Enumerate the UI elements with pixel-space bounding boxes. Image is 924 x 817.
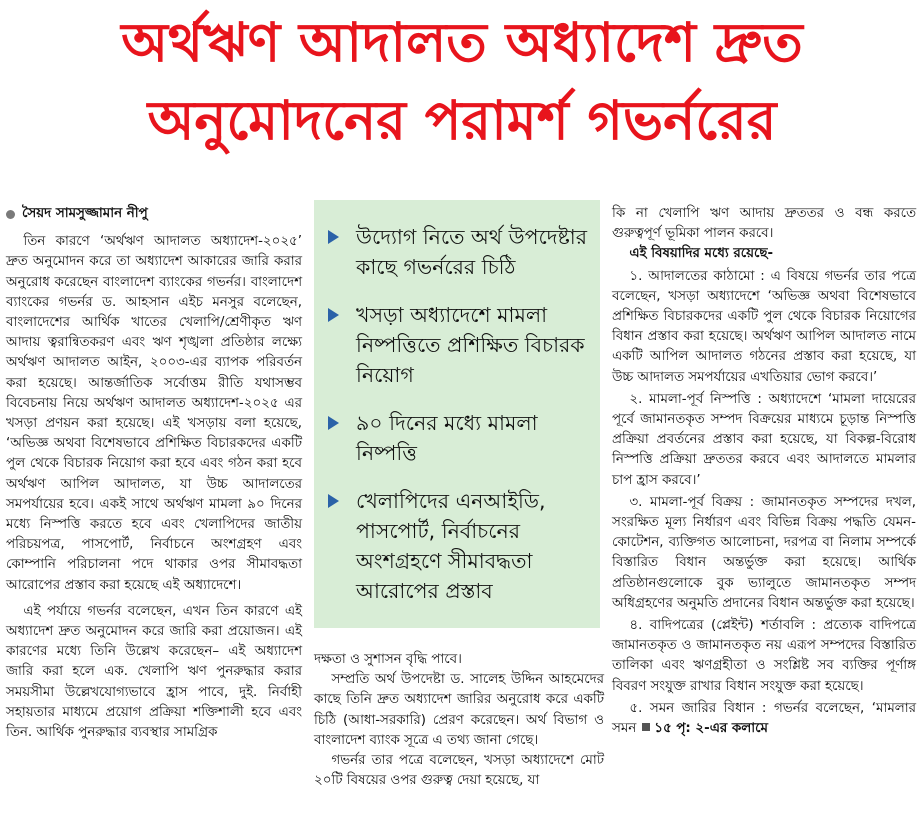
list-item: ৪. বাদিপত্রের (প্লেইন্ট) শর্তাবলি : প্রত্যেক বাদিপত্রে জামানতকৃত ও জামানতকৃত নয় এরূপ সম্পদের বিস্তারিত তালিকা এবং ঋণগ্রহীতা ও সংশ্লিষ্ট সব ব্যক্তির পূর্ণাঙ্গ বিবরণ সংযুক্ত রাখার বিধান সংযুক্ত করা হয়েছে। — [612, 618, 916, 694]
article-paragraph: তিন কারণে ‘অর্থঋণ আদালত অধ্যাদেশ-২০২৫’ দ্রুত অনুমোদন করে তা অধ্যাদেশ আকারের জারি করার অনুরোধ করেছেন বাংলাদেশ ব্যাংকের গভর্নর। বাংলাদেশ ব্যাংকের গভর্নর ড. আহসান এইচ মনসুর বলেছেন, বাংলাদেশের আর্থিক খাতের খেলাপি/শ্রেণীকৃত ঋণ আদায় ত্বরান্বিতকরণ এবং ঋণ শৃঙ্খলা প্রতিষ্ঠার লক্ষ্যে অর্থঋণ আদালত আইন, ২০০৩-এর ব্যাপক পরিবর্তন করা হয়েছে। আন্তর্জাতিক সর্বোত্তম রীতি যথাসম্ভব বিবেচনায় নিয়ে অর্থঋণ আদালত অধ্যাদেশ-২০২৫ এর খসড়া প্রণয়ন করা হয়েছে। এই খসড়ায় বলা হয়েছে, ‘অভিজ্ঞ অথবা বিশেষভাবে প্রশিক্ষিত বিচারকদের একটি পুল থেকে বিচারক নিয়োগ করা হবে এবং গঠন করা হবে অর্থঋণ আপিল আদালত, যা উচ্চ আদালতের সমপর্যায়ের হবে। একই সাথে অর্থঋণ মামলা ৯০ দিনের মধ্যে নিস্পত্তি করতে হবে এবং খেলাপিদের জাতীয় পরিচয়পত্র, পাসপোর্ট, নির্বাচনে অংশগ্রহণ এবং কোম্পানি পরিচালনা পদে থাকার ওপর সীমাবদ্ধতা আরোপের প্রস্তাব করা হয়েছে এই অধ্যাদেশে। — [6, 234, 302, 593]
byline-author: সৈয়দ সামসুজ্জামান নীপু — [22, 206, 148, 221]
highlight-item — [328, 300, 590, 390]
continuation-jump — [636, 721, 768, 736]
triangle-bullet-icon — [328, 494, 339, 508]
article-paragraph: কি না খেলাপি ঋণ আদায় দ্রুততর ও বন্ধ করতে গুরুত্বপূর্ণ ভূমিকা পালন করবে। — [612, 206, 916, 242]
article-paragraph: সম্প্রতি অর্থ উপদেষ্টা ড. সালেহ উদ্দিন আহমেদের কাছে তিনি দ্রুত অধ্যাদেশ জারির অনুরোধ করে একটি চিঠি (আধা-সরকারি) প্রেরণ করেছেন। অর্থ বিভাগ ও বাংলাদেশ ব্যাংক সূত্রে এ তথ্য জানা গেছে। — [314, 672, 604, 748]
highlight-item — [328, 408, 590, 468]
bullet-icon — [6, 210, 15, 219]
highlights-list — [314, 200, 600, 606]
highlight-text: উদ্যোগ নিতে অর্থ উপদেষ্টার কাছে গভর্নরের চিঠি — [356, 225, 588, 279]
list-item — [612, 699, 916, 739]
article-paragraph: দক্ষতা ও সুশাসন বৃদ্ধি পাবে। — [314, 652, 462, 667]
section-subhead: এই বিষয়াদির মধ্যে রয়েছে- — [629, 246, 774, 262]
highlight-text: খেলাপিদের এনআইডি, পাসপোর্ট, নির্বাচনের অংশগ্রহণে সীমাবদ্ধতা আরোপের প্রস্তাব — [356, 489, 546, 603]
column-1 — [6, 204, 302, 743]
article-paragraph: গভর্নর তার পত্রে বলেছেন, খসড়া অধ্যাদেশে মোট ২০টি বিষয়ের ওপর গুরুত্ব দেয়া হয়েছে, যা — [314, 753, 604, 789]
continuation-jump-label: ১৫ পৃ: ২-এর কলামে — [654, 721, 768, 737]
column-2 — [314, 650, 604, 791]
byline — [6, 204, 302, 224]
highlight-text: খসড়া অধ্যাদেশে মামলা নিষ্পত্তিতে প্রশিক্ষিত বিচারক নিয়োগ — [356, 303, 585, 387]
list-item: ৩. মামলা-পূর্ব বিক্রয় : জামানতকৃত সম্পদের দখল, সংরক্ষিত মূল্য নির্ধারণ এবং বিভিন্ন বিক্রয় পদ্ধতি যেমন- কোটেশন, ব্যক্তিগত আলোচনা, দরপত্র বা নিলাম সম্পর্কে বিস্তারিত বিধান অন্তর্ভুক্ত করা হয়েছে। আর্থিক প্রতিষ্ঠানগুলোকে বুক ভ্যালুতে জামানতকৃত সম্পদ অধিগ্রহণের অনুমতি প্রদানের বিধান অন্তর্ভুক্ত করা হয়েছে। — [612, 494, 916, 611]
article-paragraph: এই পর্যায়ে গভর্নর বলেছেন, এখন তিন কারণে এই অধ্যাদেশ দ্রুত অনুমোদন করে জারি করা প্রয়োজন। এই কারণের মধ্যে তিনি উল্লেখ করেছেন– এই অধ্যাদেশ জারি করা হলে এক. খেলাপি ঋণ পুনরুদ্ধার করার সময়সীমা উল্লেখযোগ্যভাবে হ্রাস পাবে, দুই. নির্বাহী সহায়তার মাধ্যমে প্রয়োগ প্রক্রিয়া শক্তিশালী হবে এবং তিন. আর্থিক পুনরুদ্ধার ব্যবস্থার সামগ্রিক — [6, 603, 302, 741]
highlight-item — [328, 222, 590, 282]
highlights-box — [314, 200, 600, 628]
list-item-text: ৫. সমন জারির বিধান : গভর্নর বলেছেন, ‘মামলার সমন — [612, 700, 916, 737]
triangle-bullet-icon — [328, 230, 339, 244]
headline — [0, 4, 924, 160]
triangle-bullet-icon — [328, 308, 339, 322]
list-item: ২. মামলা-পূর্ব নিস্পত্তি : অধ্যাদেশে ‘মামলা দায়েরের পূর্বে জামানতকৃত সম্পদ বিক্রয়ের মাধ্যমে চূড়ান্ত নিস্পত্তি প্রক্রিয়া প্রবর্তনের প্রস্তাব করা হয়েছে, যা বিকল্প-বিরোধ নিস্পত্তি প্রক্রিয়া দ্রুততর করবে এবং আদালতে মামলার চাপ হ্রাস করবে।’ — [612, 391, 916, 488]
list-item: ১. আদালতের কাঠামো : এ বিষয়ে গভর্নর তার পত্রে বলেছেন, খসড়া অধ্যাদেশে ‘অভিজ্ঞ অথবা বিশেষভাবে প্রশিক্ষিত বিচারকদের একটি পুল থেকে বিচারক নিয়োগের বিধান প্রস্তাব করা হয়েছে। অর্থঋণ আপিল আদালত নামে একটি আপিল আদালত গঠনের প্রস্তাব করা হয়েছে, যা উচ্চ আদালত সমপর্যায়ের এখতিয়ার ভোগ করবে।’ — [612, 268, 916, 385]
triangle-bullet-icon — [328, 416, 339, 430]
square-bullet-icon — [642, 723, 650, 731]
headline-line-1: অর্থঋণ আদালত অধ্যাদেশ দ্রুত — [121, 11, 803, 74]
headline-line-2: অনুমোদনের পরামর্শ গভর্নরের — [147, 89, 777, 152]
column-3 — [612, 204, 916, 739]
highlight-text: ৯০ দিনের মধ্যে মামলা নিষ্পত্তি — [356, 411, 538, 465]
highlight-item — [328, 486, 590, 606]
